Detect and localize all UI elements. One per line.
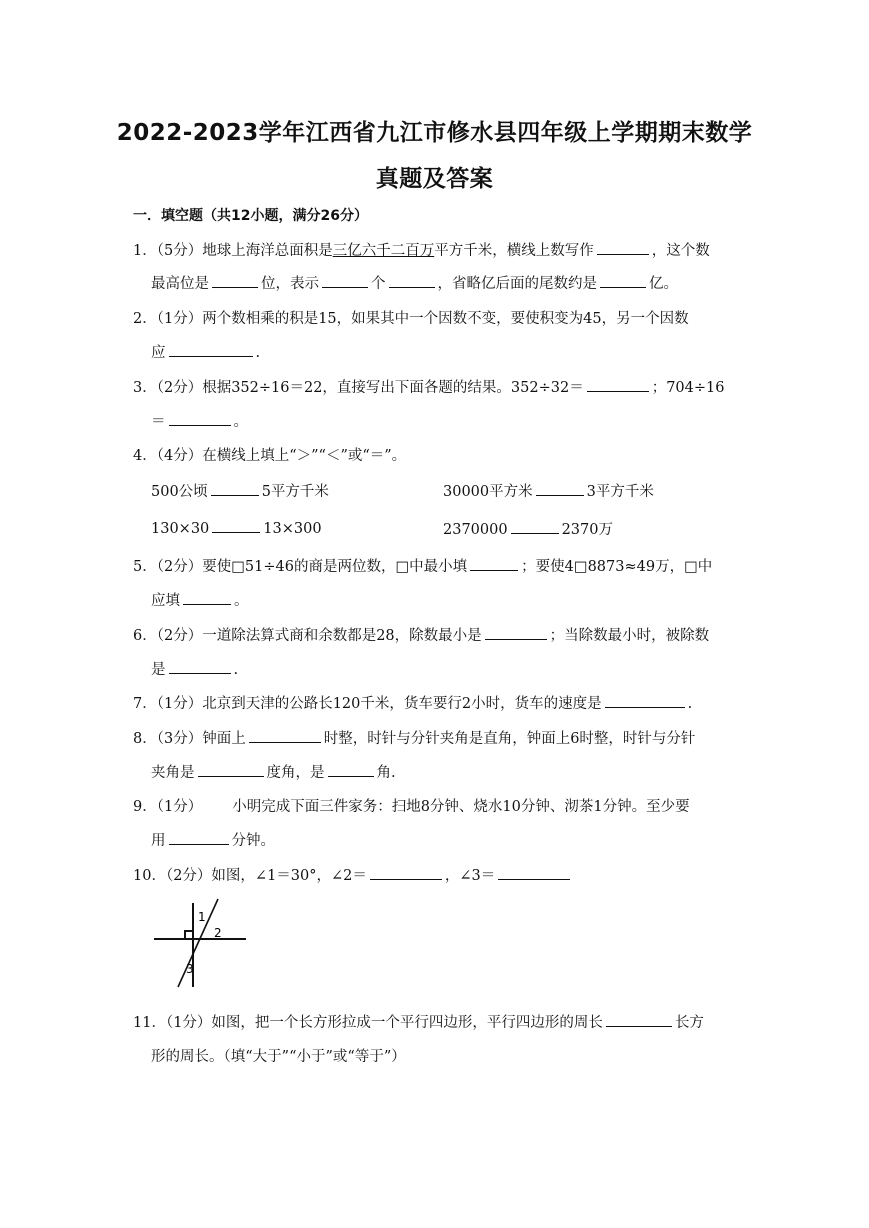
page-title-line-1: 2022-2023学年江西省九江市修水县四年级上学期期末数学 [116, 120, 753, 146]
question-1-line-2: 最高位是 位，表示 个 ，省略亿后面的尾数约是 亿。 [151, 272, 678, 293]
question-4-row-1-right: 30000平方米 3平方千米 [443, 480, 654, 501]
answer-blank[interactable] [169, 411, 231, 426]
answer-blank[interactable] [198, 762, 264, 777]
question-1-line-1: 1．（5分）地球上海洋总面积是三亿六千二百万平方千米，横线上数写作 ，这个数 [133, 239, 710, 260]
answer-blank[interactable] [587, 377, 649, 392]
answer-blank[interactable] [249, 728, 321, 743]
question-11-line-1: 11．（1分）如图，把一个长方形拉成一个平行四边形，平行四边形的周长 长方 [133, 1011, 704, 1032]
answer-blank[interactable] [183, 590, 231, 605]
question-4-row-1-left: 500公顷 5平方千米 [151, 480, 329, 501]
answer-blank[interactable] [536, 481, 584, 496]
question-6-line-1: 6．（2分）一道除法算式商和余数都是28，除数最小是 ；当除数最小时，被除数 [133, 624, 709, 645]
question-9-line-1: 9．（1分） 小明完成下面三件家务：扫地8分钟、烧水10分钟、沏茶1分钟。至少要 [133, 799, 690, 815]
answer-blank[interactable] [211, 481, 259, 496]
question-3-line-1: 3．（2分）根据352÷16＝22，直接写出下面各题的结果。352÷32＝ ；704÷16 [133, 376, 724, 397]
right-angle-mark [185, 931, 193, 939]
question-9-line-2: 用 分钟。 [151, 829, 275, 850]
question-4-line-1: 4．（4分）在横线上填上“＞”“＜”或“＝”。 [133, 448, 407, 464]
answer-blank[interactable] [485, 625, 547, 640]
answer-blank[interactable] [370, 865, 442, 880]
question-11-line-2: 形的周长。（填“大于”“小于”或“等于”） [151, 1049, 406, 1065]
answer-blank[interactable] [169, 659, 231, 674]
answer-blank[interactable] [470, 556, 518, 571]
answer-blank[interactable] [389, 273, 435, 288]
answer-blank[interactable] [605, 693, 685, 708]
angle-1-label: 1 [198, 910, 206, 924]
answer-blank[interactable] [498, 865, 570, 880]
question-5-line-2: 应填 。 [151, 589, 249, 610]
question-8-line-1: 8．（3分）钟面上 时整，时针与分针夹角是直角，钟面上6时整，时针与分针 [133, 727, 695, 748]
question-10-line-1: 10．（2分）如图，∠1＝30°，∠2＝ ，∠3＝ [133, 864, 573, 885]
section-heading: 一．填空题（共12小题，满分26分） [133, 208, 368, 224]
question-6-line-2: 是 . [151, 658, 238, 679]
answer-blank[interactable] [606, 1012, 672, 1027]
answer-blank[interactable] [328, 762, 374, 777]
question-8-line-2: 夹角是 度角，是 角. [151, 761, 396, 782]
answer-blank[interactable] [511, 519, 559, 534]
question-3-line-2: ＝ 。 [151, 410, 248, 431]
answer-blank[interactable] [597, 240, 649, 255]
answer-blank[interactable] [212, 273, 258, 288]
question-4-row-2-right: 2370000 2370万 [443, 518, 613, 539]
answer-blank[interactable] [322, 273, 368, 288]
angle-2-label: 2 [214, 926, 222, 940]
answer-blank[interactable] [169, 830, 229, 845]
angle-figure [150, 897, 250, 989]
question-7-line-1: 7．（1分）北京到天津的公路长120千米，货车要行2小时，货车的速度是 . [133, 692, 692, 713]
page-title-line-2: 真题及答案 [375, 166, 494, 192]
question-2-line-2: 应 . [151, 341, 260, 362]
answer-blank[interactable] [212, 518, 260, 533]
angle-3-label: 3 [186, 962, 194, 976]
underlined-number-words: 三亿六千二百万 [332, 243, 435, 259]
question-2-line-1: 2．（1分）两个数相乘的积是15，如果其中一个因数不变，要使积变为45，另一个因数 [133, 311, 689, 327]
answer-blank[interactable] [600, 273, 646, 288]
question-5-line-1: 5．（2分）要使□51÷46的商是两位数，□中最小填 ；要使4□8873≈49万，□中 [133, 555, 712, 576]
answer-blank[interactable] [169, 342, 253, 357]
question-4-row-2-left: 130×30 13×300 [151, 518, 322, 537]
